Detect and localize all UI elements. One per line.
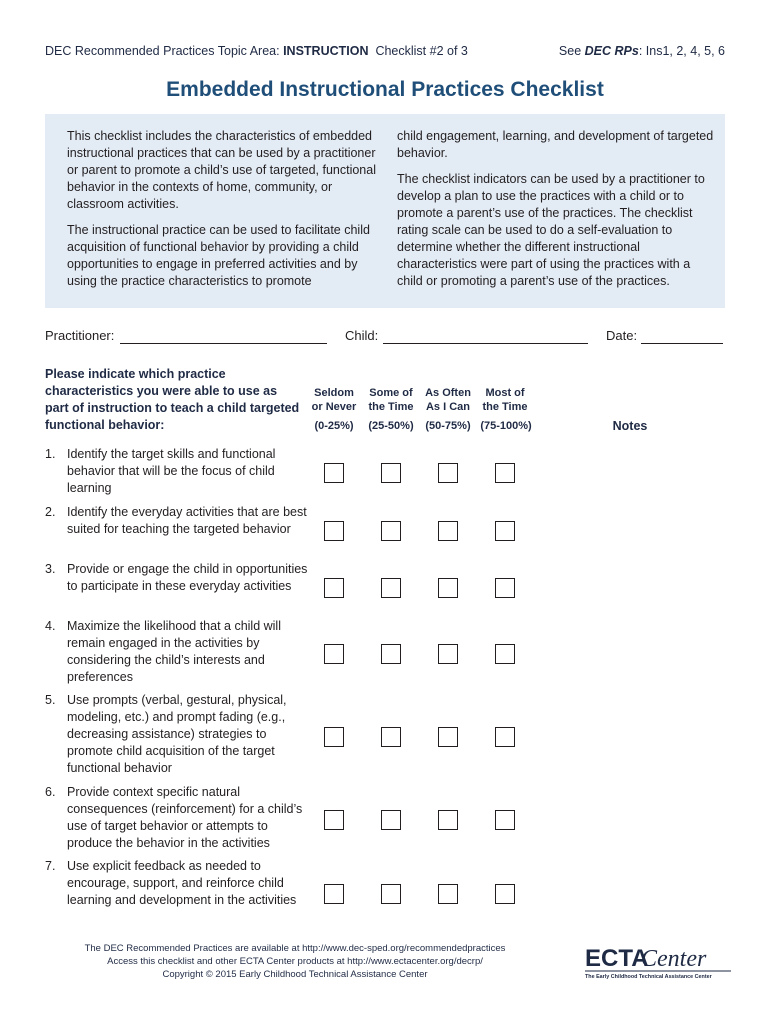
notes-column-header: Notes — [612, 419, 648, 433]
checkbox-item-1-most[interactable] — [495, 463, 515, 483]
checkbox-item-2-most[interactable] — [495, 521, 515, 541]
item-text: Identify the everyday activities that are best suited for teaching the targeted behavior — [67, 505, 307, 536]
column-header-line-2: the Time — [482, 401, 528, 413]
checkbox-item-5-most[interactable] — [495, 727, 515, 747]
practitioner-label: Practitioner: — [45, 328, 115, 343]
logo-tagline: The Early Childhood Technical Assistance Center — [585, 974, 712, 980]
checkbox-item-1-some[interactable] — [381, 463, 401, 483]
checkbox-item-1-seldom[interactable] — [324, 463, 344, 483]
checkbox-item-6-as-often[interactable] — [438, 810, 458, 830]
column-header-line-2: As I Can — [425, 401, 470, 413]
intro-right-column — [397, 128, 717, 299]
logo-main-text: ECTA — [585, 945, 649, 972]
checkbox-item-7-most[interactable] — [495, 884, 515, 904]
checkbox-item-3-most[interactable] — [495, 578, 515, 598]
intro-right-paragraph-2: The checklist indicators can be used by a practitioner to develop a plan to use the practices with a child or to promote a parent’s use of the practices. The checklist rating scale can be used to do a self-evaluation to determine whether the different instructional characteristics were part of using the practices with a child or promoting a parent’s use of the practices. — [397, 172, 705, 288]
checkbox-item-6-most[interactable] — [495, 810, 515, 830]
item-number: 1. — [45, 447, 56, 461]
checkbox-item-4-most[interactable] — [495, 644, 515, 664]
item-text: Maximize the likelihood that a child will remain engaged in the activities by considering the child’s interests and preferences — [67, 619, 281, 684]
footer-copyright: Copyright © 2015 Early Childhood Technical Assistance Center — [162, 969, 428, 980]
intro-left-paragraph-2: The instructional practice can be used to facilitate child acquisition of functional behavior by providing a child opportunities to engage in preferred activities and by using the practice characteristics to promote — [67, 223, 370, 288]
date-field[interactable] — [641, 343, 723, 344]
topic-area — [45, 44, 468, 58]
item-text: Use explicit feedback as needed to encourage, support, and reinforce child learning and development in the activities — [67, 859, 297, 907]
column-header-as-often-as-i-can — [419, 386, 477, 414]
topic-name: INSTRUCTION — [283, 44, 369, 58]
intro-box — [45, 114, 725, 308]
checkbox-item-4-as-often[interactable] — [438, 644, 458, 664]
checkbox-item-2-seldom[interactable] — [324, 521, 344, 541]
column-header-some-of-the-time — [362, 386, 420, 414]
ecta-center-logo — [583, 940, 733, 980]
column-header-seldom — [305, 386, 363, 414]
footer-rp-link[interactable]: The DEC Recommended Practices are available at http://www.dec-sped.org/recommendedpractices — [84, 943, 506, 954]
item-text: Use prompts (verbal, gestural, physical, modeling, etc.) and prompt fading (e.g., decreasing assistance) strategies to promote child acquisition of the target functional behavior — [67, 693, 287, 775]
item-number: 2. — [45, 505, 56, 519]
child-field[interactable] — [383, 343, 588, 344]
page-title: Embedded Instructional Practices Checklist — [166, 78, 604, 101]
item-text: Provide or engage the child in opportunities to participate in these everyday activities — [67, 562, 308, 593]
rps-label: DEC RPs — [584, 44, 639, 58]
column-range-as-often: (50-75%) — [425, 420, 471, 432]
child-label: Child: — [345, 328, 379, 343]
column-header-line-1: Seldom — [314, 387, 354, 399]
intro-right-paragraph-1: child engagement, learning, and development of targeted behavior. — [397, 129, 714, 160]
checkbox-item-3-as-often[interactable] — [438, 578, 458, 598]
item-number: 6. — [45, 785, 56, 799]
header-bar — [45, 44, 725, 60]
checkbox-item-2-some[interactable] — [381, 521, 401, 541]
rps-prefix: See — [558, 44, 585, 58]
column-header-line-1: Some of — [369, 387, 413, 399]
intro-left-column — [67, 128, 385, 299]
column-range-seldom: (0-25%) — [314, 420, 354, 432]
column-header-line-2: or Never — [311, 401, 357, 413]
checkbox-item-5-seldom[interactable] — [324, 727, 344, 747]
checkbox-item-7-seldom[interactable] — [324, 884, 344, 904]
rating-prompt: Please indicate which practice characteristics you were able to use as part of instruction to teach a child targeted functional behavior: — [45, 367, 300, 432]
practitioner-field[interactable] — [120, 343, 327, 344]
form-fields — [45, 328, 725, 346]
checkbox-item-3-some[interactable] — [381, 578, 401, 598]
checkbox-item-6-some[interactable] — [381, 810, 401, 830]
topic-prefix: DEC Recommended Practices Topic Area: — [45, 44, 284, 58]
item-number: 3. — [45, 562, 56, 576]
item-number: 7. — [45, 859, 56, 873]
footer-ecta-link[interactable]: Access this checklist and other ECTA Center products at http://www.ectacenter.org/decrp/ — [107, 956, 483, 967]
intro-left-paragraph-1: This checklist includes the characteristics of embedded instructional practices that can be used by a practitioner or parent to promote a child’s use of targeted, functional behavior in the contexts of home, community, or classroom activities. — [67, 129, 376, 211]
item-text: Provide context specific natural consequences (reinforcement) for a child’s use of target behavior or attempts to produce the behavior in the activities — [67, 785, 303, 850]
item-number: 5. — [45, 693, 56, 707]
checkbox-item-5-some[interactable] — [381, 727, 401, 747]
checkbox-item-6-seldom[interactable] — [324, 810, 344, 830]
column-header-most-of-the-time — [476, 386, 534, 414]
checkbox-item-2-as-often[interactable] — [438, 521, 458, 541]
column-header-line-1: As Often — [425, 387, 471, 399]
checkbox-item-7-some[interactable] — [381, 884, 401, 904]
column-range-some: (25-50%) — [368, 420, 414, 432]
checkbox-item-1-as-often[interactable] — [438, 463, 458, 483]
column-range-most: (75-100%) — [480, 420, 532, 432]
checkbox-item-4-some[interactable] — [381, 644, 401, 664]
checkbox-item-7-as-often[interactable] — [438, 884, 458, 904]
checkbox-item-3-seldom[interactable] — [324, 578, 344, 598]
item-text: Identify the target skills and functional behavior that will be the focus of child learning — [67, 447, 276, 495]
item-number: 4. — [45, 619, 56, 633]
checkbox-item-5-as-often[interactable] — [438, 727, 458, 747]
dec-rps-reference — [559, 44, 725, 58]
footer — [40, 942, 550, 981]
checklist-number: Checklist #2 of 3 — [368, 44, 468, 58]
logo-script-text: Center — [641, 946, 707, 972]
date-label: Date: — [606, 328, 638, 343]
checkbox-item-4-seldom[interactable] — [324, 644, 344, 664]
rps-list: : Ins1, 2, 4, 5, 6 — [638, 44, 725, 58]
column-header-line-2: the Time — [368, 401, 414, 413]
column-header-line-1: Most of — [485, 387, 525, 399]
